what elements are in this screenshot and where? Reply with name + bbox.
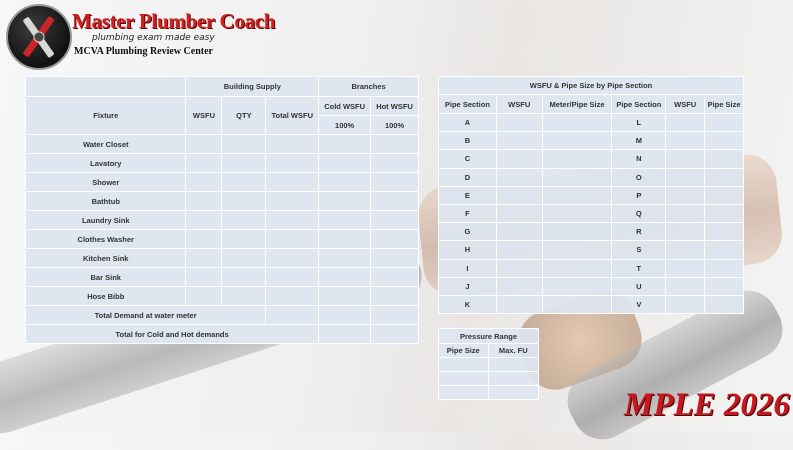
pressure-table-title: Pressure Range (439, 329, 539, 344)
input-cell[interactable] (319, 154, 371, 173)
input-cell[interactable] (186, 135, 222, 154)
input-cell[interactable] (186, 230, 222, 249)
pressure-range-table (438, 328, 539, 400)
table-row (439, 277, 744, 295)
input-cell[interactable] (222, 268, 266, 287)
fixture-label: Lavatory (26, 154, 186, 173)
input-cell[interactable] (319, 230, 371, 249)
input-cell[interactable] (488, 386, 539, 400)
input-cell[interactable] (371, 287, 419, 306)
total-cold-hot-label: Total for Cold and Hot demands (26, 325, 319, 344)
input-cell[interactable] (666, 277, 705, 295)
pipe-section-label: F (439, 204, 497, 222)
table-row (26, 192, 419, 211)
input-cell[interactable] (371, 173, 419, 192)
input-cell[interactable] (371, 154, 419, 173)
input-cell[interactable] (496, 277, 542, 295)
input-cell[interactable] (319, 192, 371, 211)
input-cell[interactable] (666, 241, 705, 259)
pipe-section-label: B (439, 132, 497, 150)
table-header-cell (26, 77, 186, 97)
total-meter-label: Total Demand at water meter (26, 306, 266, 325)
input-cell[interactable] (186, 287, 222, 306)
pipe-section-label: N (612, 150, 666, 168)
input-cell[interactable] (666, 295, 705, 313)
table-row (26, 211, 419, 230)
input-cell[interactable] (266, 230, 319, 249)
fixture-label: Shower (26, 173, 186, 192)
pipe-section-label: A (439, 114, 497, 132)
input-cell[interactable] (542, 277, 612, 295)
input-cell[interactable] (496, 204, 542, 222)
input-cell[interactable] (705, 114, 744, 132)
pipe-section-label: L (612, 114, 666, 132)
fixture-label: Laundry Sink (26, 211, 186, 230)
input-cell[interactable] (371, 306, 419, 325)
pipe-section-label: M (612, 132, 666, 150)
input-cell[interactable] (371, 230, 419, 249)
hot-percentage: 100% (371, 116, 419, 135)
column-header-pipe-section: Pipe Section (439, 95, 497, 114)
input-cell[interactable] (705, 259, 744, 277)
pipe-section-label: J (439, 277, 497, 295)
input-cell[interactable] (705, 223, 744, 241)
pipe-section-label: S (612, 241, 666, 259)
input-cell[interactable] (705, 186, 744, 204)
input-cell[interactable] (319, 325, 371, 344)
input-cell[interactable] (439, 372, 489, 386)
group-header-building-supply: Building Supply (186, 77, 319, 97)
column-header-meter-pipe-size: Meter/Pipe Size (542, 95, 612, 114)
input-cell[interactable] (542, 241, 612, 259)
input-cell[interactable] (371, 211, 419, 230)
input-cell[interactable] (222, 287, 266, 306)
input-cell[interactable] (319, 306, 371, 325)
input-cell[interactable] (222, 230, 266, 249)
column-header-pipe-size: Pipe Size (705, 95, 744, 114)
pipe-section-label: I (439, 259, 497, 277)
column-header-wsfu: WSFU (666, 95, 705, 114)
pipe-section-label: K (439, 295, 497, 313)
column-header-max-fu: Max. FU (488, 344, 539, 358)
input-cell[interactable] (222, 154, 266, 173)
column-header-pipe-section: Pipe Section (612, 95, 666, 114)
table-row (439, 114, 744, 132)
table-row (439, 150, 744, 168)
input-cell[interactable] (319, 249, 371, 268)
fixture-label: Bar Sink (26, 268, 186, 287)
input-cell[interactable] (186, 211, 222, 230)
table-row (26, 325, 419, 344)
pipe-section-label: G (439, 223, 497, 241)
input-cell[interactable] (666, 132, 705, 150)
input-cell[interactable] (666, 168, 705, 186)
table-row (439, 259, 744, 277)
table-row (439, 186, 744, 204)
table-row (26, 230, 419, 249)
table-row (439, 241, 744, 259)
table-row (439, 386, 539, 400)
input-cell[interactable] (266, 135, 319, 154)
table-row (26, 306, 419, 325)
pipe-section-label: U (612, 277, 666, 295)
fixture-label: Water Closet (26, 135, 186, 154)
column-header-cold-wsfu: Cold WSFU (319, 97, 371, 116)
pipe-section-label: P (612, 186, 666, 204)
input-cell[interactable] (496, 241, 542, 259)
input-cell[interactable] (266, 268, 319, 287)
input-cell[interactable] (542, 114, 612, 132)
input-cell[interactable] (496, 168, 542, 186)
input-cell[interactable] (705, 295, 744, 313)
fixture-label: Clothes Washer (26, 230, 186, 249)
input-cell[interactable] (542, 150, 612, 168)
column-header-wsfu: WSFU (496, 95, 542, 114)
input-cell[interactable] (266, 287, 319, 306)
input-cell[interactable] (496, 223, 542, 241)
fixture-label: Hose Bibb (26, 287, 186, 306)
input-cell[interactable] (705, 241, 744, 259)
input-cell[interactable] (186, 154, 222, 173)
group-header-branches: Branches (319, 77, 419, 97)
fixture-label: Kitchen Sink (26, 249, 186, 268)
input-cell[interactable] (496, 150, 542, 168)
input-cell[interactable] (542, 223, 612, 241)
input-cell[interactable] (186, 249, 222, 268)
pipe-section-label: E (439, 186, 497, 204)
table-row (439, 132, 744, 150)
column-header-hot-wsfu: Hot WSFU (371, 97, 419, 116)
table-row (439, 358, 539, 372)
pipe-section-label: D (439, 168, 497, 186)
input-cell[interactable] (705, 204, 744, 222)
input-cell[interactable] (496, 114, 542, 132)
pipe-section-label: H (439, 241, 497, 259)
input-cell[interactable] (666, 204, 705, 222)
table-row (439, 204, 744, 222)
input-cell[interactable] (319, 287, 371, 306)
input-cell[interactable] (439, 358, 489, 372)
table-row (26, 287, 419, 306)
table-row (26, 249, 419, 268)
input-cell[interactable] (222, 173, 266, 192)
input-cell[interactable] (705, 132, 744, 150)
table-row (26, 154, 419, 173)
table-row (439, 223, 744, 241)
input-cell[interactable] (371, 192, 419, 211)
input-cell[interactable] (371, 268, 419, 287)
pipe-section-label: T (612, 259, 666, 277)
input-cell[interactable] (371, 249, 419, 268)
input-cell[interactable] (266, 249, 319, 268)
input-cell[interactable] (705, 168, 744, 186)
input-cell[interactable] (266, 192, 319, 211)
input-cell[interactable] (666, 186, 705, 204)
input-cell[interactable] (371, 325, 419, 344)
input-cell[interactable] (666, 114, 705, 132)
table-row (439, 295, 744, 313)
input-cell[interactable] (266, 173, 319, 192)
input-cell[interactable] (488, 358, 539, 372)
input-cell[interactable] (319, 211, 371, 230)
input-cell[interactable] (319, 135, 371, 154)
pipe-section-label: R (612, 223, 666, 241)
input-cell[interactable] (705, 150, 744, 168)
input-cell[interactable] (666, 259, 705, 277)
column-header-fixture: Fixture (26, 97, 186, 135)
input-cell[interactable] (666, 223, 705, 241)
pipe-section-label: V (612, 295, 666, 313)
fixture-demand-table (25, 76, 419, 344)
mple-logo-text: MPLE 2026 (624, 387, 790, 423)
input-cell[interactable] (266, 211, 319, 230)
cold-percentage: 100% (319, 116, 371, 135)
pipe-table-title: WSFU & Pipe Size by Pipe Section (439, 77, 744, 95)
input-cell[interactable] (319, 173, 371, 192)
input-cell[interactable] (488, 372, 539, 386)
input-cell[interactable] (542, 295, 612, 313)
input-cell[interactable] (705, 277, 744, 295)
input-cell[interactable] (266, 306, 319, 325)
input-cell[interactable] (496, 259, 542, 277)
input-cell[interactable] (222, 249, 266, 268)
column-header-total-wsfu: Total WSFU (266, 97, 319, 135)
pipe-section-table (438, 76, 744, 314)
input-cell[interactable] (496, 295, 542, 313)
review-center-name: MCVA Plumbing Review Center (74, 46, 213, 57)
column-header-qty: QTY (222, 97, 266, 135)
table-row (439, 168, 744, 186)
pipe-section-label: O (612, 168, 666, 186)
input-cell[interactable] (319, 268, 371, 287)
brand-title: Master Plumber Coach (72, 9, 276, 33)
pipe-section-label: C (439, 150, 497, 168)
input-cell[interactable] (222, 211, 266, 230)
table-row (26, 268, 419, 287)
input-cell[interactable] (371, 135, 419, 154)
column-header-pipe-size: Pipe Size (439, 344, 489, 358)
input-cell[interactable] (186, 173, 222, 192)
input-cell[interactable] (542, 168, 612, 186)
input-cell[interactable] (222, 192, 266, 211)
input-cell[interactable] (496, 186, 542, 204)
table-row (26, 173, 419, 192)
table-row (439, 372, 539, 386)
input-cell[interactable] (266, 154, 319, 173)
input-cell[interactable] (439, 386, 489, 400)
logo-wrench-icon (6, 4, 72, 70)
input-cell[interactable] (542, 204, 612, 222)
input-cell[interactable] (542, 259, 612, 277)
input-cell[interactable] (496, 132, 542, 150)
input-cell[interactable] (542, 186, 612, 204)
table-row (26, 135, 419, 154)
pipe-section-label: Q (612, 204, 666, 222)
input-cell[interactable] (222, 135, 266, 154)
fixture-label: Bathtub (26, 192, 186, 211)
input-cell[interactable] (666, 150, 705, 168)
column-header-wsfu: WSFU (186, 97, 222, 135)
input-cell[interactable] (186, 192, 222, 211)
brand-tagline: plumbing exam made easy (92, 33, 215, 43)
input-cell[interactable] (186, 268, 222, 287)
input-cell[interactable] (542, 132, 612, 150)
